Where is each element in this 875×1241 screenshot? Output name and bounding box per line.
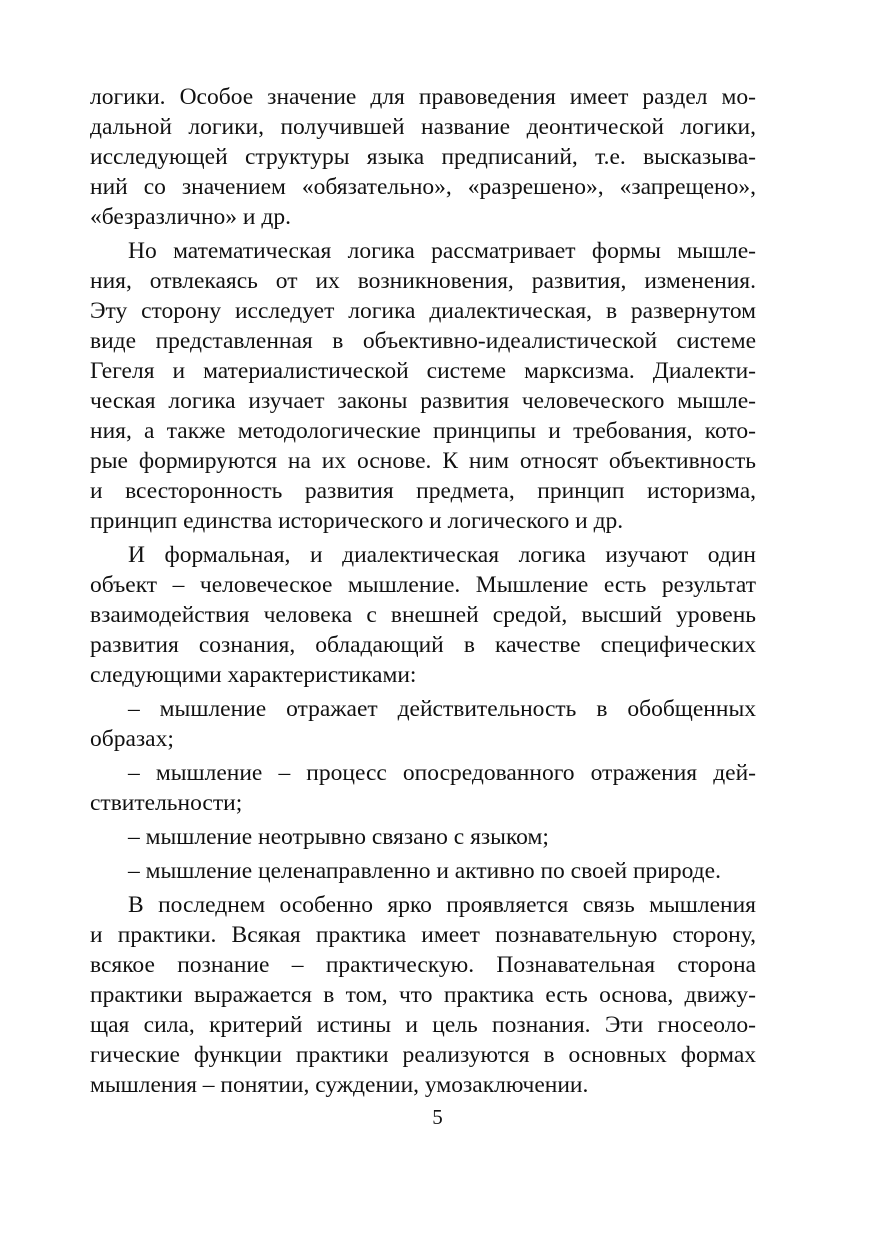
paragraph-3 — [90, 540, 756, 690]
text-line: щая сила, критерий истины и цель познания. Эти гносеоло- — [90, 1012, 756, 1038]
list-item-3 — [90, 822, 756, 852]
text-line: развития сознания, обладающий в качестве специфических — [90, 632, 756, 658]
text-line: рые формируются на их основе. К ним относят объективность — [90, 448, 756, 474]
text-line: ствительности; — [90, 790, 243, 816]
text-line: гические функции практики реализуются в основных формах — [90, 1042, 756, 1068]
text-line: ческая логика изучает законы развития человеческого мышле- — [90, 388, 756, 414]
text-line: – мышление отражает действительность в обобщенных — [128, 696, 756, 722]
text-line: всякое познание – практическую. Познавательная сторона — [90, 952, 756, 978]
paragraph-2 — [90, 236, 756, 536]
text-line: ния, а также методологические принципы и требования, кото- — [90, 418, 756, 444]
text-line: исследующей структуры языка предписаний, т.е. высказыва- — [90, 144, 756, 170]
text-line: Но математическая логика рассматривает формы мышле- — [128, 238, 756, 264]
text-line: логики. Особое значение для правоведения имеет раздел мо- — [90, 84, 756, 110]
text-line: В последнем особенно ярко проявляется связь мышления — [128, 892, 756, 918]
text-line: практики выражается в том, что практика есть основа, движу- — [90, 982, 756, 1008]
text-line: ния, отвлекаясь от их возникновения, развития, изменения. — [90, 268, 756, 294]
text-line: Гегеля и материалистической системе марксизма. Диалекти- — [90, 358, 756, 384]
text-line: И формальная, и диалектическая логика изучают один — [128, 542, 756, 568]
list-item-4 — [90, 856, 756, 886]
text-line: виде представленная в объективно-идеалистической системе — [90, 328, 756, 354]
text-line: «безразлично» и др. — [90, 204, 291, 230]
text-line: следующими характеристиками: — [90, 662, 417, 688]
text-line: принцип единства исторического и логического и др. — [90, 508, 624, 534]
list-item-2 — [90, 758, 756, 818]
paragraph-1 — [90, 82, 756, 232]
text-line: мышления – понятии, суждении, умозаключении. — [90, 1072, 589, 1098]
text-line: взаимодействия человека с внешней средой, высший уровень — [90, 602, 756, 628]
text-line: Эту сторону исследует логика диалектическая, в развернутом — [90, 298, 756, 324]
text-line: объект – человеческое мышление. Мышление есть результат — [90, 572, 756, 598]
text-line: – мышление целенаправленно и активно по своей природе. — [128, 858, 721, 884]
text-line: и всесторонность развития предмета, принцип историзма, — [90, 478, 756, 504]
text-line: и практики. Всякая практика имеет познавательную сторону, — [90, 922, 756, 948]
text-line: – мышление неотрывно связано с языком; — [128, 824, 549, 850]
text-line: ний со значением «обязательно», «разрешено», «запрещено», — [90, 174, 756, 200]
list-item-1 — [90, 694, 756, 754]
text-line: образах; — [90, 726, 174, 752]
page-body — [90, 82, 756, 1100]
page-number: 5 — [432, 1105, 443, 1129]
text-line: – мышление – процесс опосредованного отражения дей- — [128, 760, 756, 786]
paragraph-4 — [90, 890, 756, 1100]
text-line: дальной логики, получившей название деонтической логики, — [90, 114, 756, 140]
